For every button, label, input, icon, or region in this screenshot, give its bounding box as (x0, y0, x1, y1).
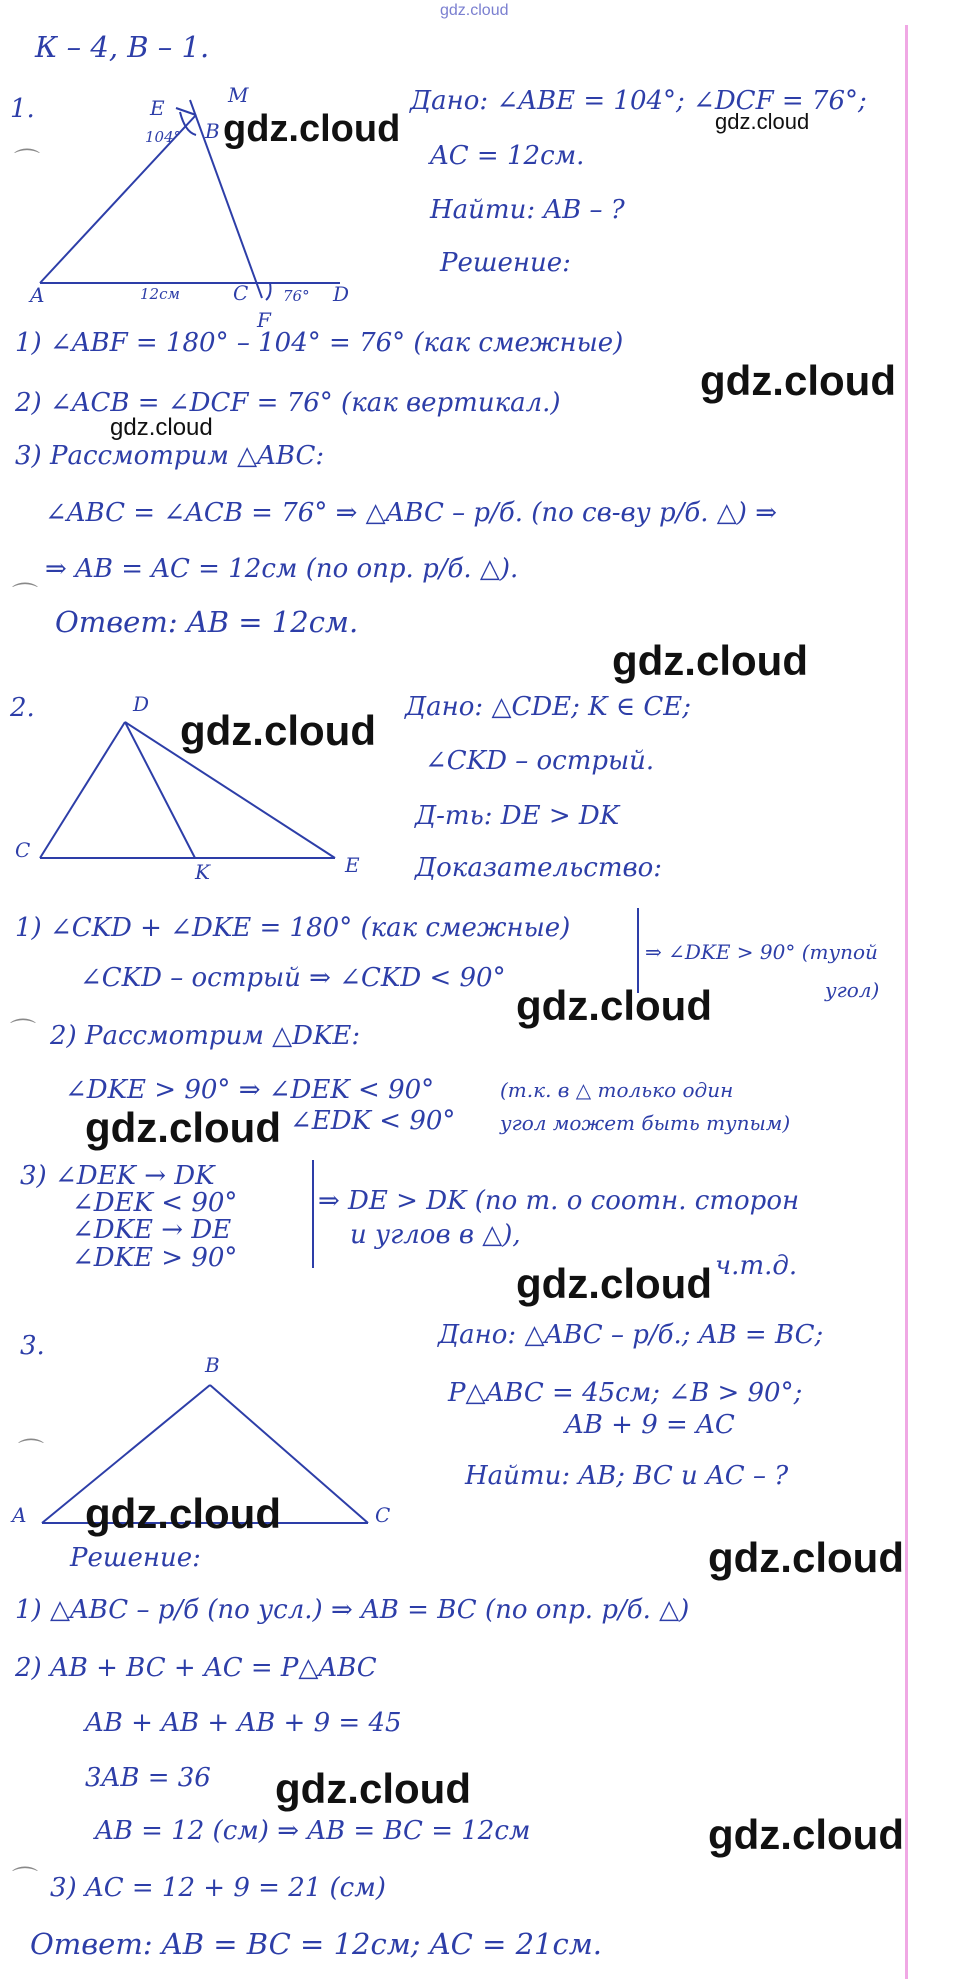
task1-number: 1. (10, 94, 35, 124)
task1-find: Найти: AB – ? (430, 195, 625, 225)
task2-label-C: C (15, 838, 31, 862)
task3-find: Найти: AB; BC и AC – ? (465, 1461, 789, 1491)
task2-step2-title: 2) Рассмотрим △DKE: (50, 1021, 361, 1051)
watermark: gdz.cloud (708, 1534, 904, 1581)
task3-label-C: C (375, 1503, 391, 1527)
watermark: gdz.cloud (85, 1490, 281, 1537)
bracket-mark: ⌒ (18, 1438, 45, 1468)
task1-label-angle76: 76° (283, 287, 310, 305)
task1-label-A: A (30, 283, 45, 307)
task2-step3-line2: ∠DEK < 90° (72, 1188, 238, 1218)
task2-step3-result-2: и углов в △), (350, 1220, 521, 1250)
task2-label-D: D (133, 692, 150, 716)
task1-label-D: D (333, 282, 350, 306)
task3-step-5: AB = 12 (см) ⇒ AB = BC = 12см (95, 1816, 531, 1846)
task3-answer: Ответ: AB = BC = 12см; AC = 21см. (30, 1927, 603, 1961)
task3-given-2: P△ABC = 45см; ∠B > 90°; (448, 1378, 803, 1408)
task2-given-2: ∠CKD – острый. (425, 746, 655, 776)
task2-step2-line1: ∠DKE > 90° ⇒ ∠DEK < 90° (65, 1075, 435, 1105)
bracket-mark: ⌒ (10, 1018, 37, 1048)
task3-given-3: AB + 9 = AC (565, 1410, 735, 1440)
task2-number: 2. (10, 693, 35, 723)
task2-step3-line4: ∠DKE > 90° (72, 1243, 238, 1273)
task1-step-2: 2) ∠ACB = ∠DCF = 76° (как вертикал.) (15, 388, 561, 418)
task2-label-K: K (195, 860, 210, 884)
task2-step1-line2: ∠CKD – острый ⇒ ∠CKD < 90° (80, 963, 506, 993)
task2-step3-result-1: ⇒ DE > DK (по т. о соотн. сторон (318, 1186, 800, 1216)
task3-step-6: 3) AC = 12 + 9 = 21 (см) (50, 1873, 386, 1903)
watermark: gdz.cloud (612, 637, 808, 684)
task1-answer: Ответ: AB = 12см. (55, 605, 359, 639)
watermark: gdz.cloud (516, 1260, 712, 1307)
task2-step3-line3: ∠DKE → DE (72, 1215, 232, 1245)
watermark: gdz.cloud (700, 357, 896, 404)
task3-step-2: 2) AB + BC + AC = P△ABC (15, 1653, 377, 1683)
top-watermark: gdz.cloud (440, 2, 509, 19)
task1-given-1: Дано: ∠ABE = 104°; ∠DCF = 76°; (410, 86, 867, 116)
line-CD (40, 722, 125, 858)
task2-step1-result-2: угол) (825, 978, 880, 1002)
task2-step3-line1: 3) ∠DEK → DK (20, 1161, 215, 1191)
watermark: gdz.cloud (715, 109, 810, 134)
task1-solution-title: Решение: (440, 248, 571, 278)
watermark: gdz.cloud (275, 1765, 471, 1812)
task2-proof-title: Доказательство: (415, 853, 663, 883)
task3-number: 3. (20, 1331, 45, 1361)
task3-step-1: 1) △ABC – р/б (по усл.) ⇒ AB = BC (по опр. р/б. △) (15, 1595, 690, 1625)
task1-label-E: E (150, 96, 165, 120)
task2-label-E: E (345, 853, 360, 877)
task1-step-1: 1) ∠ABF = 180° – 104° = 76° (как смежные) (15, 328, 624, 358)
task3-step-3: AB + AB + AB + 9 = 45 (85, 1708, 402, 1738)
watermark: gdz.cloud (516, 982, 712, 1029)
watermark: gdz.cloud (708, 1811, 904, 1858)
task2-brace-2 (312, 1160, 314, 1268)
watermark: gdz.cloud (85, 1104, 281, 1151)
task1-step-3: 3) Рассмотрим △ABC: (15, 441, 325, 471)
task1-label-M: M (228, 83, 249, 107)
bracket-mark: ⌒ (14, 148, 41, 178)
task2-step2-line2: ∠EDK < 90° (290, 1106, 456, 1136)
task2-qed: ч.т.д. (715, 1251, 798, 1281)
watermark: gdz.cloud (110, 414, 213, 441)
task3-given-1: Дано: △ABC – р/б.; AB = BC; (438, 1320, 824, 1350)
task1-label-B: B (205, 119, 220, 143)
watermark: gdz.cloud (223, 108, 401, 150)
task1-step-4: ∠ABC = ∠ACB = 76° ⇒ △ABC – р/б. (по св-ву р/б. △) ⇒ (45, 498, 777, 528)
task2-step1-line1: 1) ∠CKD + ∠DKE = 180° (как смежные) (15, 913, 571, 943)
task1-given-2: AC = 12см. (430, 141, 585, 171)
task2-given-1: Дано: △CDE; K ∈ CE; (405, 692, 692, 722)
task3-step-4: 3AB = 36 (85, 1763, 211, 1793)
task3-label-B: B (205, 1353, 220, 1377)
variant-header: К – 4, В – 1. (35, 30, 210, 64)
task3-solution-title: Решение: (70, 1543, 201, 1573)
task3-label-A: A (12, 1503, 27, 1527)
task2-step1-result-1: ⇒ ∠DKE > 90° (тупой (645, 940, 878, 964)
task1-label-F: F (257, 308, 271, 332)
task1-label-C: C (233, 281, 249, 305)
task2-step2-note-2: угол может быть тупым) (500, 1111, 791, 1135)
task2-prove: Д-ть: DE > DK (415, 801, 620, 831)
bracket-mark: ⌒ (12, 1866, 39, 1896)
task1-label-12cm: 12см (140, 285, 180, 303)
task2-brace (637, 908, 639, 993)
task1-label-angle104: 104° (145, 128, 182, 146)
task1-step-5: ⇒ AB = AC = 12см (по опр. р/б. △). (45, 554, 519, 584)
task2-step2-note-1: (т.к. в △ только один (500, 1078, 734, 1102)
angle-arc-76 (266, 283, 271, 300)
bracket-mark: ⌒ (12, 582, 39, 612)
watermark: gdz.cloud (180, 707, 376, 754)
